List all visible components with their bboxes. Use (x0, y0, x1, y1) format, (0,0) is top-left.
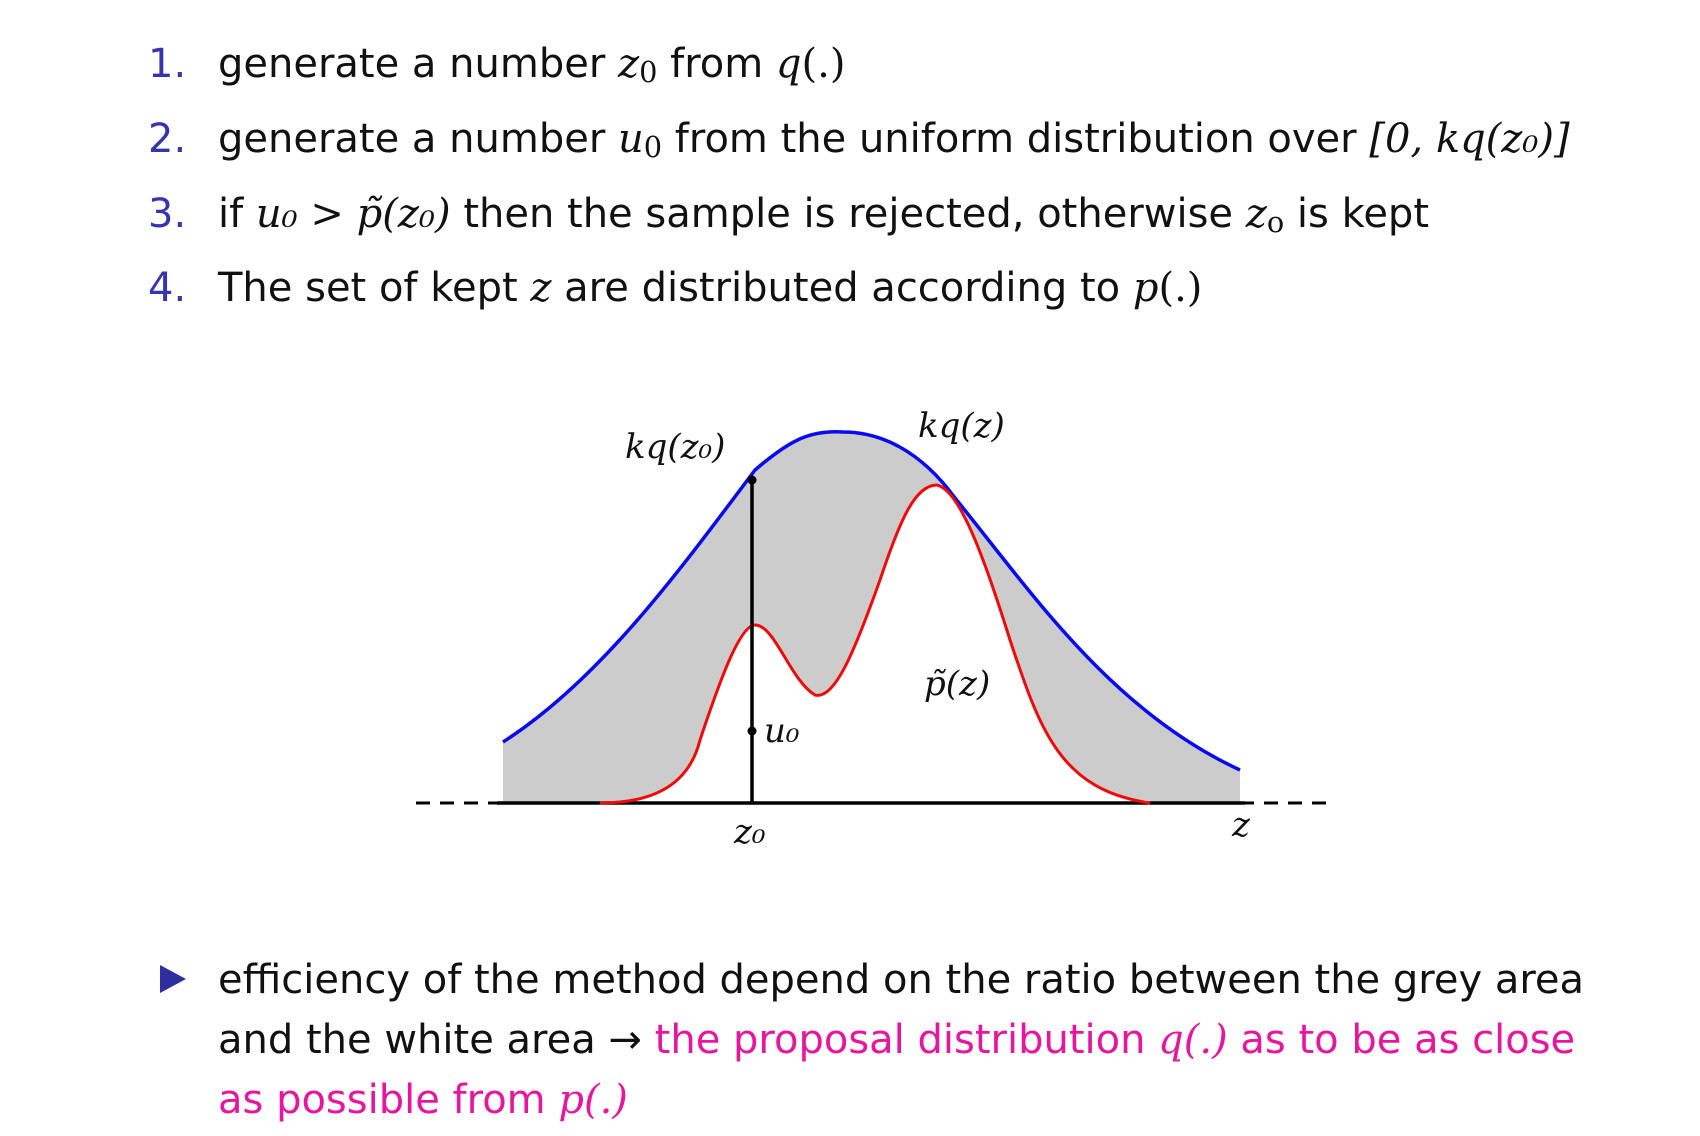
label-kq-z0: kq(z₀) (625, 427, 726, 467)
math-func: p (1132, 265, 1159, 311)
step-number: 4. (148, 265, 187, 311)
efficiency-bullet (160, 950, 1630, 1130)
label-z: z (1232, 805, 1250, 845)
step-number: 1. (148, 41, 187, 87)
step-number: 3. (148, 191, 187, 237)
step-text: generate a number (218, 41, 606, 87)
math-args: (.) (1158, 265, 1203, 311)
math-func: q (775, 41, 802, 87)
kq-z0-point (748, 476, 757, 485)
math-var: z (617, 41, 640, 87)
label-ptilde: p̃(z) (924, 664, 991, 704)
step-text: then the sample is rejected, otherwise (463, 191, 1234, 237)
math-condition: u₀ > p̃(z₀) (255, 191, 451, 237)
bullet-pink-text-1: the proposal distribution (654, 1017, 1146, 1063)
bullet-text (218, 950, 1630, 1130)
math-var: z (1245, 191, 1267, 237)
step-text: from (670, 41, 764, 87)
bullet-pink-text-2: as to be as close as possible from (218, 1017, 1576, 1123)
math-sub: o (1266, 205, 1285, 240)
math-var: z (530, 265, 552, 311)
step-text: if (218, 191, 244, 237)
step-text: are distributed according to (564, 265, 1121, 311)
bullet-pink-func: q(.) (1158, 1017, 1228, 1063)
u0-point (748, 727, 757, 736)
math-interval: [0, kq(z₀)] (1369, 116, 1570, 162)
label-u0: u₀ (764, 711, 800, 751)
bullet-black-text: efficiency of the method depend on the ratio between the grey area and the white area → (218, 957, 1585, 1063)
math-var: u (617, 116, 644, 162)
step-text: generate a number (218, 116, 606, 162)
step-number: 2. (148, 116, 187, 162)
math-sub: 0 (639, 55, 658, 90)
step-text: is kept (1296, 191, 1429, 237)
math-sub: 0 (643, 130, 663, 165)
bullet-pink-func-2: p(.) (558, 1077, 628, 1123)
label-kq-z: kq(z) (918, 406, 1005, 446)
math-args: (.) (801, 41, 846, 87)
step-text: The set of kept (218, 265, 518, 311)
label-z0: z₀ (734, 812, 766, 852)
step-text: from the uniform distribution over (674, 116, 1357, 162)
bullet-triangle-icon (160, 965, 186, 993)
